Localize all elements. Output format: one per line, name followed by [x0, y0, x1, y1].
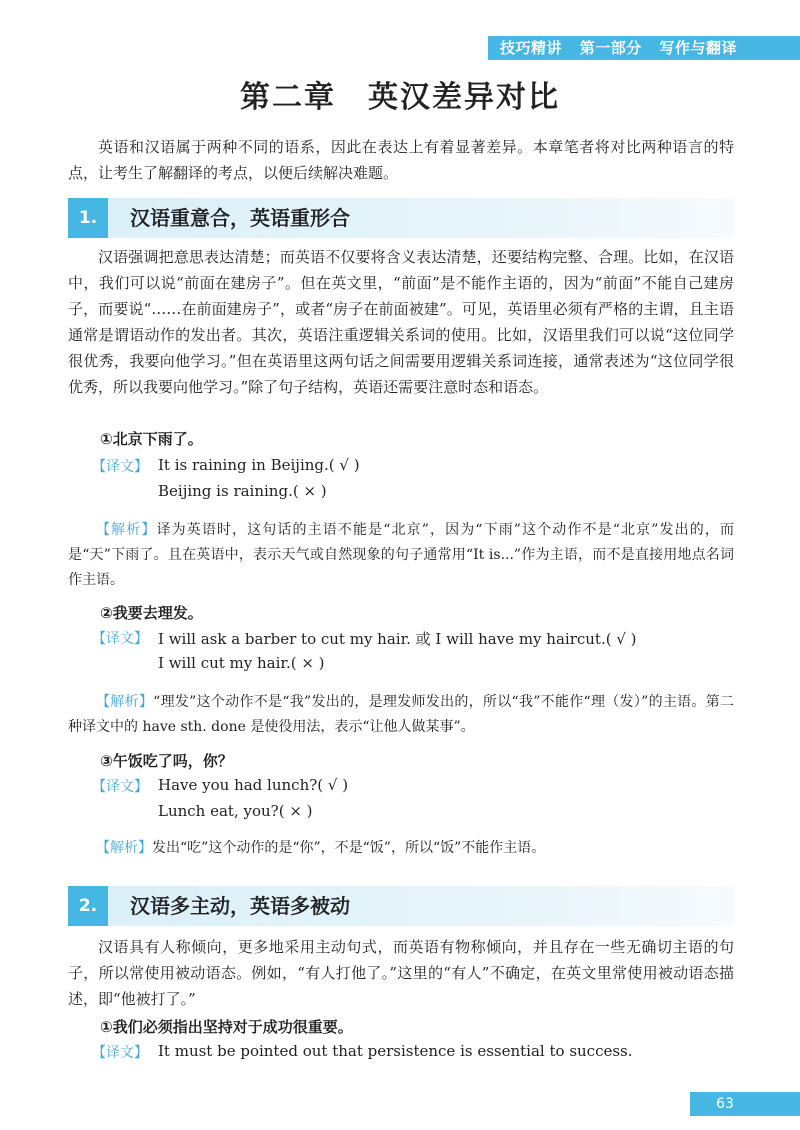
section-2-example-1-head: ①我们必须指出坚持对于成功很重要。	[100, 1018, 353, 1036]
section-1-header	[68, 198, 734, 238]
running-header	[488, 36, 800, 60]
example-1-translation-tag: 【译文】	[92, 459, 148, 475]
section-2-body: 汉语具有人称倾向，更多地采用主动句式，而英语有物称倾向，并且存在一些无确切主语的句子，所以常使用被动语态。例如，“有人打他了。”这里的“有人”不确定，在英文里常使用被动语态描述，即“他被打了。”	[68, 938, 734, 1008]
example-3-translation-1: Have you had lunch?( √ )	[158, 776, 349, 794]
example-3-translation-2: Lunch eat, you?( × )	[158, 802, 313, 820]
chapter-title: 第二章 英汉差异对比	[240, 80, 560, 115]
example-3-note: 【解析】发出“吃”这个动作的是“你”，不是“饭”，所以“饭”不能作主语。	[96, 840, 546, 856]
section-2-title: 汉语多主动，英语多被动	[130, 894, 350, 918]
example-1-note: 【解析】译为英语时，这句话的主语不能是“北京”，因为“下雨”这个动作不是“北京”发出的，而是“天”下雨了。且在英语中，表示天气或自然现象的句子通常用“It is...”作为主语，而不是直接用地点名词作主语。	[68, 522, 734, 588]
section-2-header	[68, 886, 734, 926]
page-number: 63	[690, 1092, 800, 1116]
section-2-number: 2.	[68, 886, 108, 926]
example-2-translation-tag: 【译文】	[92, 631, 148, 647]
example-2-translation-1: I will ask a barber to cut my hair. 或 I will have my haircut.( √ )	[158, 630, 637, 648]
intro-paragraph: 英语和汉语属于两种不同的语系，因此在表达上有着显著差异。本章笔者将对比两种语言的特点，让考生了解翻译的考点，以便后续解决难题。	[68, 138, 734, 182]
section-1-number: 1.	[68, 198, 108, 238]
example-3-translation-tag: 【译文】	[92, 779, 148, 795]
header-tag-3: 写作与翻译	[659, 39, 738, 57]
section-2-example-1-translation-tag: 【译文】	[92, 1045, 148, 1061]
section-1-title: 汉语重意合，英语重形合	[130, 206, 350, 230]
example-2-translation-2: I will cut my hair.( × )	[158, 654, 325, 672]
header-tag-1: 技巧精讲	[500, 39, 563, 57]
example-2-head: ②我要去理发。	[100, 604, 203, 622]
section-1-body: 汉语强调把意思表达清楚；而英语不仅要将含义表达清楚，还要结构完整、合理。比如，在汉语中，我们可以说“前面在建房子”。但在英文里，“前面”是不能作主语的，因为“前面”不能自己建房子，而要说“……在前面建房子”，或者“房子在前面被建”。可见，英语里必须有严格的主谓，且主语通常是谓语动作的发出者。其次，英语注重逻辑关系词的使用。比如，汉语里我们可以说“这位同学很优秀，我要向他学习。”但在英语里这两句话之间需要用逻辑关系词连接，通常表述为“这位同学很优秀，所以我要向他学习。”除了句子结构，英语还需要注意时态和语态。	[68, 248, 734, 396]
example-2-note: 【解析】“理发”这个动作不是“我”发出的，是理发师发出的，所以“我”不能作“理（发）”的主语。第二种译文中的 have sth. done 是使役用法，表示“让他人做某事”。	[68, 694, 735, 735]
section-2-example-1-translation-1: It must be pointed out that persistence is essential to success.	[158, 1042, 633, 1060]
header-tag-2: 第一部分	[579, 39, 642, 57]
example-1-translation-1: It is raining in Beijing.( √ )	[158, 456, 360, 474]
example-1-translation-2: Beijing is raining.( × )	[158, 482, 327, 500]
example-3-head: ③午饭吃了吗，你？	[100, 752, 233, 770]
example-1-head: ①北京下雨了。	[100, 430, 203, 448]
